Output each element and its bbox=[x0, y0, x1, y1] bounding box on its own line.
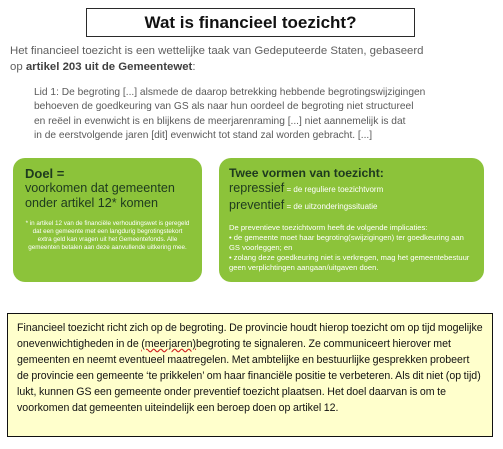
doel-box bbox=[13, 158, 202, 282]
summary-spellcheck-word: (meerjaren) bbox=[141, 338, 197, 350]
toezicht-vormen-title: Twee vormen van toezicht: bbox=[229, 166, 384, 180]
quote-line: en reëel in evenwicht is en blijkens de meerjarenraming [...] niet aannemelijk is dat bbox=[34, 115, 406, 127]
preventief-row bbox=[229, 197, 474, 214]
preventief-term: preventief bbox=[229, 198, 285, 212]
summary-box bbox=[7, 313, 493, 437]
implications-intro: De preventieve toezichtvorm heeft de volgende implicaties: bbox=[229, 223, 428, 232]
repressief-term: repressief bbox=[229, 181, 285, 195]
summary-text-end: begroting te signaleren. Ze communiceert hierover met gemeenten en neemt eventueel maatregelen. Met ambtelijke en bestuurlijke gesprekken probeert de provincie een gemeente ‘te prikkelen’ om haar financiële positie te verbeteren. Als dit niet (op tijd) lukt, kunnen GS een gemeente onder preventief toezicht plaatsen. Het doel daarvan is om te voorkomen dat gemeenten uiteindelijk een beroep doen op artikel 12. bbox=[17, 338, 481, 414]
intro-prefix: op bbox=[10, 61, 26, 73]
preventief-description: = de uitzonderingssituatie bbox=[284, 202, 378, 211]
toezicht-vormen-box bbox=[219, 158, 484, 282]
summary-text-start: Financieel toezicht richt zich op de begroting. De provincie houdt hierop toezicht om op tijd mogelijke onevenwichtigheden in de bbox=[17, 322, 483, 350]
law-article-reference: artikel 203 uit de Gemeentewet bbox=[25, 61, 193, 73]
quote-line: Lid 1: De begroting [...] alsmede de daarop betrekking hebbende begrotingswijzigingen bbox=[34, 87, 426, 98]
repressief-row bbox=[229, 180, 474, 197]
doel-footnote: * in artikel 12 van de financiële verhoudingswet is geregeld dat een gemeente met een langdurig begrotingstekort extra geld kan vragen uit het Gemeentefonds. Alle gemeenten betalen aan deze aanvullende uitkering mee. bbox=[25, 220, 190, 251]
implication-item: • de gemeente moet haar begroting(swijzigingen) ter goedkeuring aan GS voorleggen; en bbox=[229, 233, 464, 252]
law-quote bbox=[34, 86, 474, 143]
quote-line: behoeven de goedkeuring van GS als naar hun oordeel de begroting niet structureel bbox=[34, 101, 414, 113]
doel-line-2: onder artikel 12* komen bbox=[25, 196, 159, 210]
preventief-implications bbox=[229, 223, 474, 273]
doel-line-1: voorkomen dat gemeenten bbox=[25, 181, 175, 195]
doel-title: Doel = bbox=[25, 166, 65, 181]
page-title: Wat is financieel toezicht? bbox=[144, 12, 357, 32]
repressief-description: = de reguliere toezichtvorm bbox=[284, 185, 384, 194]
implication-item: • zolang deze goedkeuring niet is verkregen, mag het gemeentebestuur geen verplichtingen aangaan/uitgaven doen. bbox=[229, 253, 470, 272]
title-box bbox=[86, 8, 415, 37]
intro-line-1: Het financieel toezicht is een wettelijke taak van Gedeputeerde Staten, gebaseerd bbox=[10, 45, 424, 57]
intro-paragraph bbox=[10, 43, 490, 75]
intro-line-2 bbox=[10, 59, 490, 75]
quote-line: in de eerstvolgende jaren [dit] evenwicht tot stand zal worden gebracht. [...] bbox=[34, 129, 373, 141]
intro-suffix: : bbox=[192, 61, 196, 73]
